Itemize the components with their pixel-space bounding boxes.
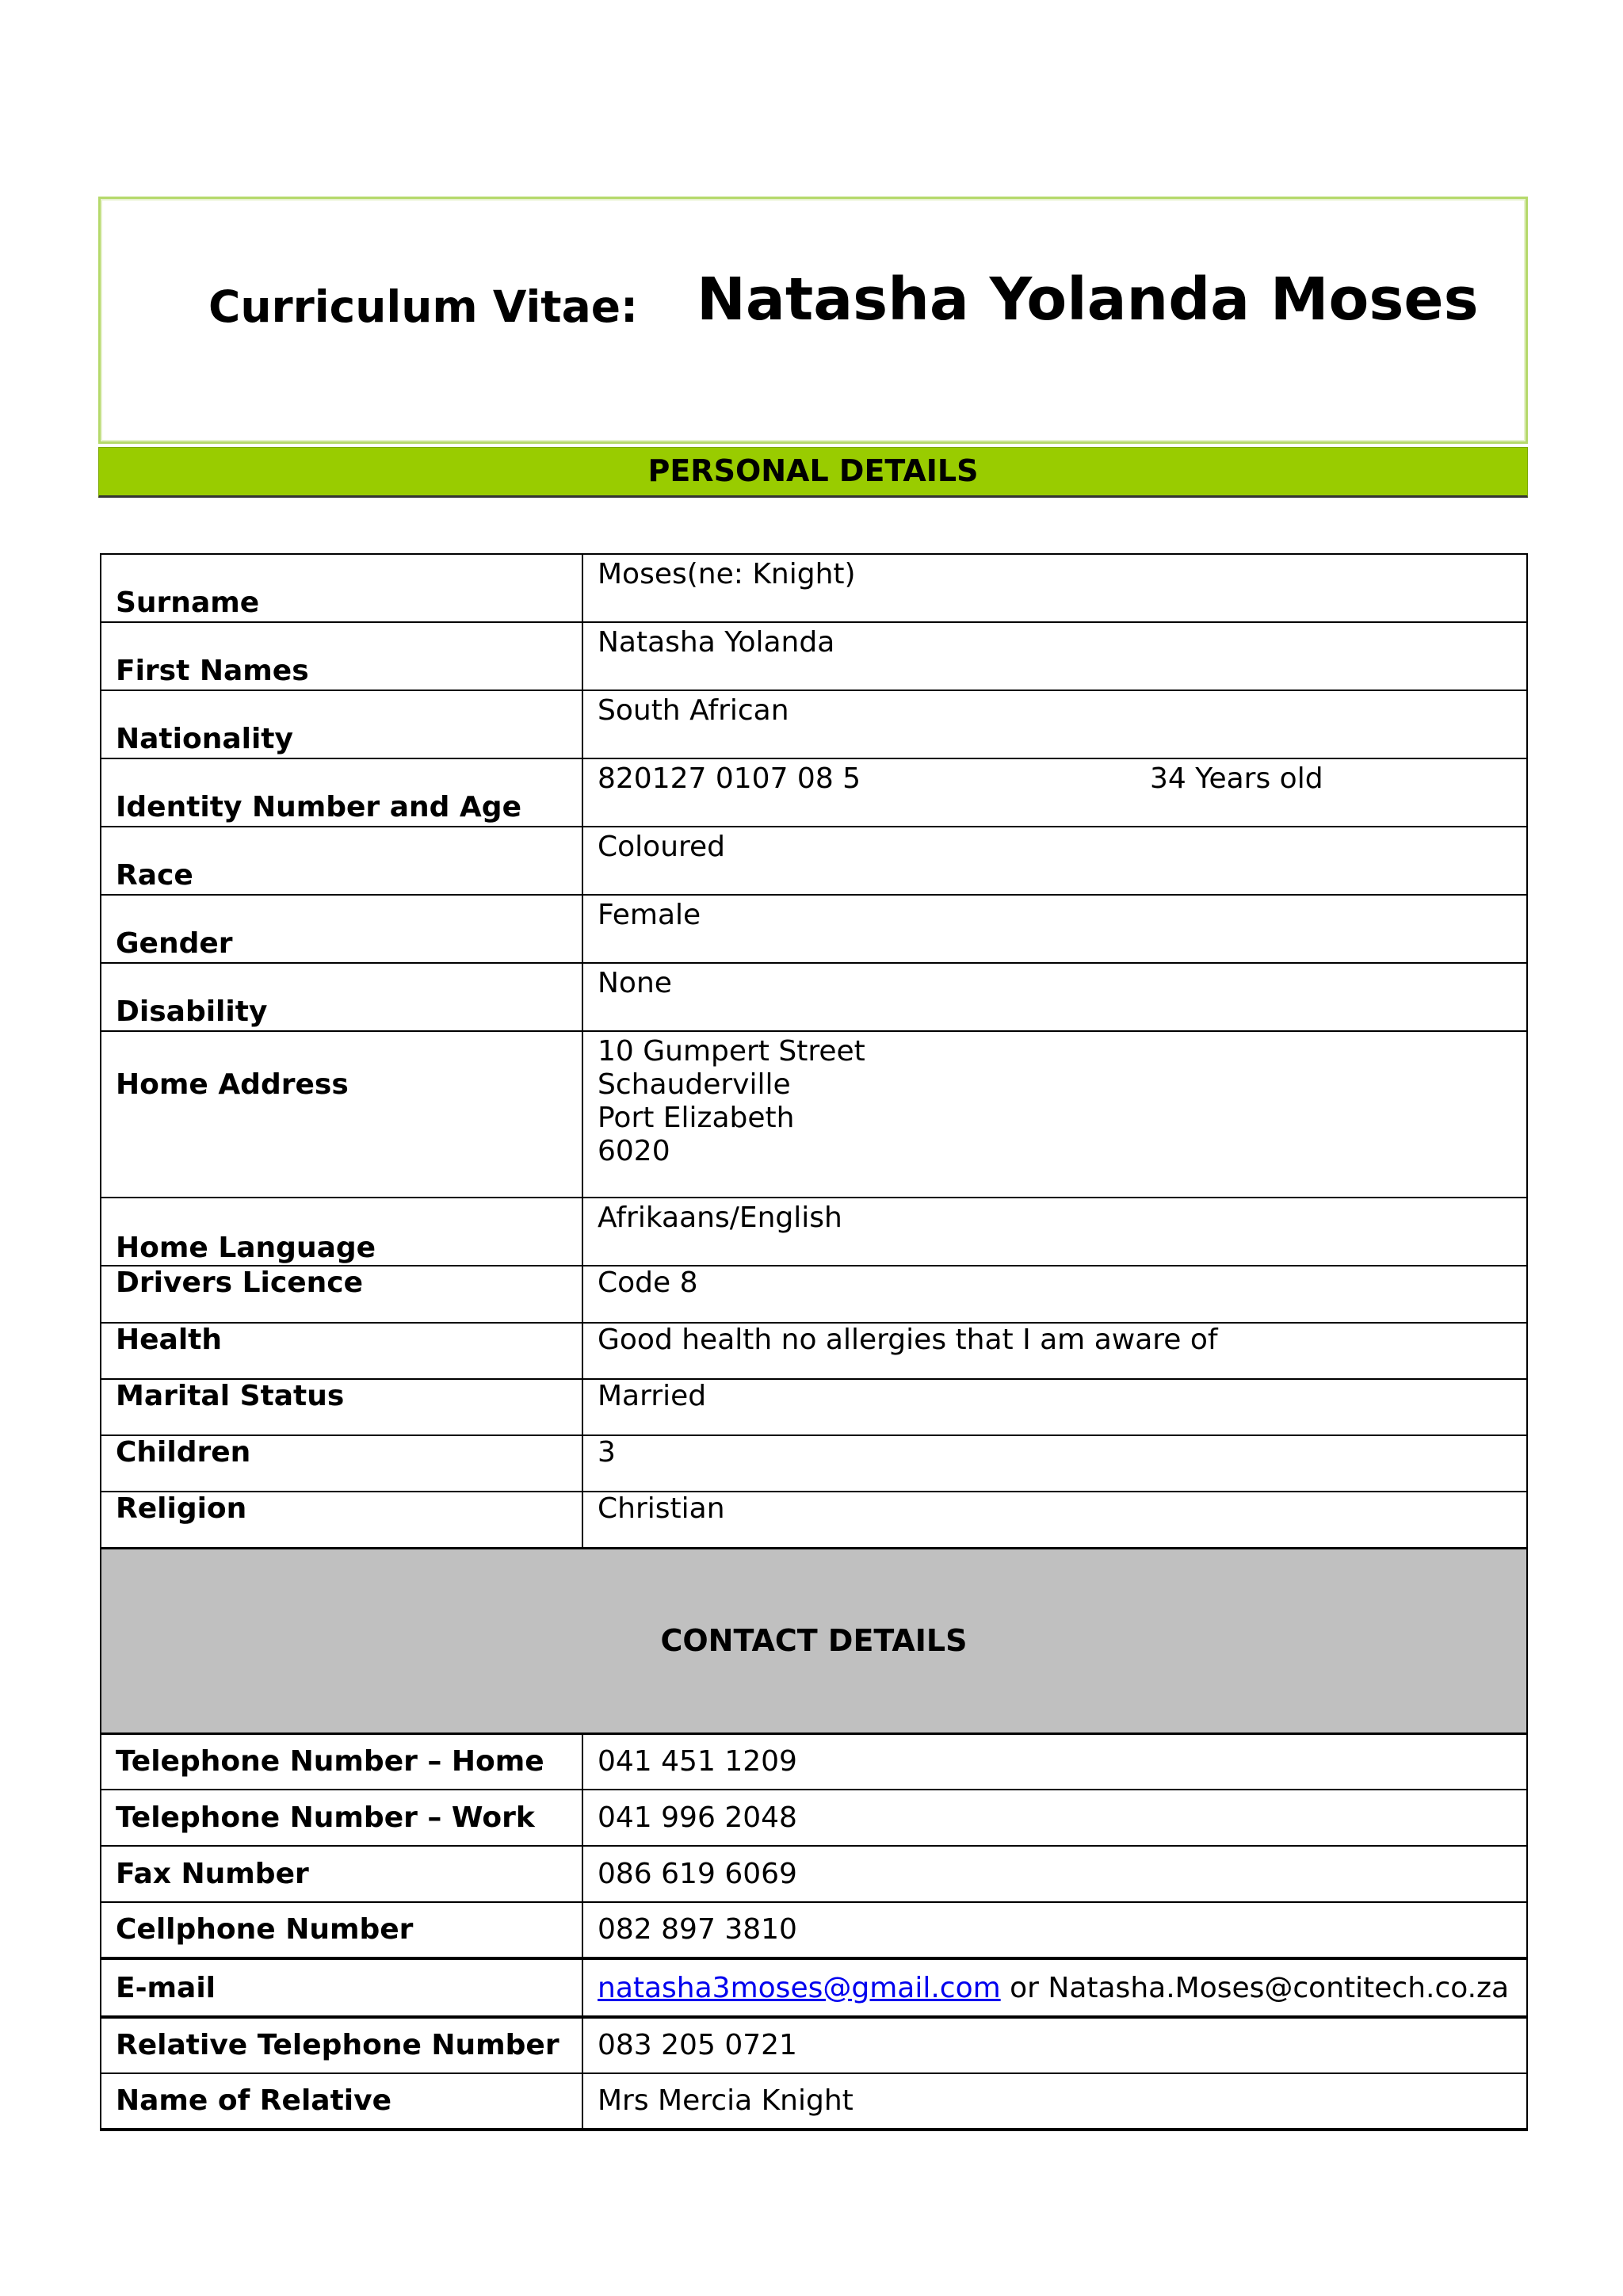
health-label: Health — [101, 1323, 582, 1379]
relative-name-value: Mrs Mercia Knight — [582, 2073, 1527, 2130]
identity-value — [582, 758, 1527, 827]
table-row — [101, 1902, 1527, 1958]
marital-status-value: Married — [582, 1379, 1527, 1435]
table-row — [101, 758, 1527, 827]
nationality-value: South African — [582, 690, 1527, 758]
tel-work-label: Telephone Number – Work — [101, 1790, 582, 1846]
children-value: 3 — [582, 1435, 1527, 1492]
table-row — [101, 1958, 1527, 2017]
table-row — [101, 1548, 1527, 1733]
address-line: 6020 — [598, 1135, 670, 1167]
gender-value: Female — [582, 895, 1527, 963]
table-row — [101, 1323, 1527, 1379]
home-address-label: Home Address — [101, 1031, 582, 1198]
table-row — [101, 1266, 1527, 1323]
personal-details-heading: PERSONAL DETAILS — [98, 447, 1528, 498]
email-separator: or — [1000, 1971, 1048, 2004]
religion-value: Christian — [582, 1492, 1527, 1548]
table-row — [101, 690, 1527, 758]
table-row — [101, 1435, 1527, 1492]
home-language-value: Afrikaans/English — [582, 1198, 1527, 1266]
table-row — [101, 1379, 1527, 1435]
cellphone-label: Cellphone Number — [101, 1902, 582, 1958]
race-label: Race — [101, 827, 582, 895]
surname-value: Moses(ne: Knight) — [582, 554, 1527, 622]
relative-tel-label: Relative Telephone Number — [101, 2017, 582, 2073]
disability-value: None — [582, 963, 1527, 1031]
table-row — [101, 1198, 1527, 1266]
table-row — [101, 963, 1527, 1031]
disability-label: Disability — [101, 963, 582, 1031]
table-row — [101, 1790, 1527, 1846]
tel-work-value: 041 996 2048 — [582, 1790, 1527, 1846]
surname-label: Surname — [101, 554, 582, 622]
table-row — [101, 1846, 1527, 1902]
email-link[interactable]: natasha3moses@gmail.com — [598, 1971, 1001, 2004]
address-line: Schauderville — [598, 1068, 791, 1101]
religion-label: Religion — [101, 1492, 582, 1548]
relative-tel-value: 083 205 0721 — [582, 2017, 1527, 2073]
first-names-value: Natasha Yolanda — [582, 622, 1527, 690]
first-names-label: First Names — [101, 622, 582, 690]
health-value: Good health no allergies that I am aware of — [582, 1323, 1527, 1379]
race-value: Coloured — [582, 827, 1527, 895]
cv-header-box — [98, 197, 1528, 444]
age-value: 34 Years old — [1150, 762, 1323, 795]
gender-label: Gender — [101, 895, 582, 963]
table-row — [101, 1492, 1527, 1548]
home-address-value — [582, 1031, 1527, 1198]
address-line: 10 Gumpert Street — [598, 1035, 865, 1068]
email-label: E-mail — [101, 1958, 582, 2017]
address-line: Port Elizabeth — [598, 1102, 795, 1134]
drivers-licence-label: Drivers Licence — [101, 1266, 582, 1323]
table-row — [101, 2073, 1527, 2130]
cv-title-label: Curriculum Vitae: — [208, 281, 638, 332]
contact-details-heading: CONTACT DETAILS — [101, 1548, 1527, 1733]
table-row — [101, 2017, 1527, 2073]
table-row — [101, 622, 1527, 690]
nationality-label: Nationality — [101, 690, 582, 758]
table-row — [101, 1031, 1527, 1198]
drivers-licence-value: Code 8 — [582, 1266, 1527, 1323]
marital-status-label: Marital Status — [101, 1379, 582, 1435]
email-secondary: Natasha.Moses@contitech.co.za — [1048, 1971, 1510, 2004]
relative-name-label: Name of Relative — [101, 2073, 582, 2130]
identity-label: Identity Number and Age — [101, 758, 582, 827]
identity-number: 820127 0107 08 5 — [598, 762, 861, 795]
fax-label: Fax Number — [101, 1846, 582, 1902]
cv-details-table — [100, 553, 1528, 2131]
cellphone-value: 082 897 3810 — [582, 1902, 1527, 1958]
email-value — [582, 1958, 1527, 2017]
tel-home-label: Telephone Number – Home — [101, 1733, 582, 1790]
home-language-label: Home Language — [101, 1198, 582, 1266]
fax-value: 086 619 6069 — [582, 1846, 1527, 1902]
tel-home-value: 041 451 1209 — [582, 1733, 1527, 1790]
table-row — [101, 1733, 1527, 1790]
table-row — [101, 554, 1527, 622]
cv-person-name: Natasha Yolanda Moses — [697, 266, 1479, 334]
table-row — [101, 827, 1527, 895]
table-row — [101, 895, 1527, 963]
children-label: Children — [101, 1435, 582, 1492]
